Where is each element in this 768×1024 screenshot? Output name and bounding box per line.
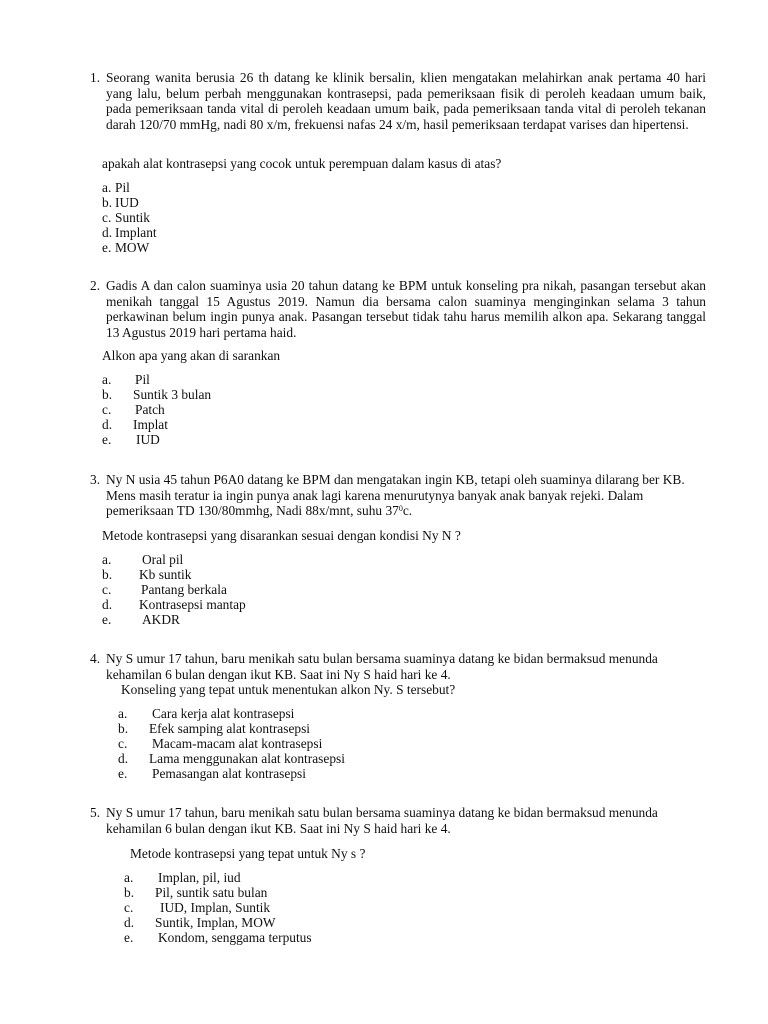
option-text: Lama menggunakan alat kontrasepsi (149, 751, 345, 766)
option-letter: a. (102, 372, 112, 387)
option-letter: b. (124, 885, 135, 900)
question-5-number: 5. (90, 805, 101, 820)
question-4-stem (90, 651, 690, 682)
degree-superscript: 0 (398, 504, 403, 514)
question-2-text: Gadis A dan calon suaminya usia 20 tahun datang ke BPM untuk konseling pra nikah, pasangan tersebut akan menikah tanggal 15 Agustus 2019. Namun dia bersama calon suaminya menginginkan selama 3 tahun perkawinan belum ingin punya anak. Pasangan tersebut tidak tahu harus memilih alkon apa. Sekarang tanggal 13 Agustus 2019 hari pertama haid. (106, 278, 706, 340)
option-text: Suntik 3 bulan (133, 387, 212, 402)
option-letter: d. (102, 225, 113, 240)
question-4-number: 4. (90, 651, 101, 666)
option-letter: b. (102, 195, 113, 210)
option-text: IUD, Implan, Suntik (160, 900, 271, 915)
question-2 (90, 278, 706, 447)
question-1-prompt: apakah alat kontrasepsi yang cocok untuk perempuan dalam kasus di atas? (102, 156, 502, 171)
option-letter: e. (102, 612, 112, 627)
option-text: Pantang berkala (141, 582, 227, 597)
question-2-prompt: Alkon apa yang akan di sarankan (102, 348, 281, 363)
option-text: Oral pil (142, 552, 184, 567)
option-letter: a. (118, 706, 128, 721)
option-text: Implan, pil, iud (158, 870, 241, 885)
option-letter: c. (124, 900, 134, 915)
question-4-text: Ny S umur 17 tahun, baru menikah satu bulan bersama suaminya datang ke bidan bermaksud menunda kehamilan 6 bulan dengan ikut KB. Saat ini Ny S haid hari ke 4. (106, 651, 658, 682)
question-3-stem (90, 472, 690, 519)
option-letter: c. (102, 210, 112, 225)
option-text: Pil, suntik satu bulan (155, 885, 268, 900)
option-text: Kontrasepsi mantap (139, 597, 246, 612)
question-4-prompt: Konseling yang tepat untuk menentukan alkon Ny. S tersebut? (121, 682, 456, 697)
option-letter: b. (118, 721, 129, 736)
option-text: Macam-macam alat kontrasepsi (152, 736, 323, 751)
option-text: Implant (115, 225, 157, 240)
question-5 (90, 805, 690, 945)
option-text: Kb suntik (139, 567, 192, 582)
option-letter: d. (102, 597, 113, 612)
question-3-number: 3. (90, 472, 101, 487)
question-1 (90, 70, 706, 255)
option-letter: a. (102, 180, 112, 195)
option-text: Implat (133, 417, 168, 432)
option-text: Suntik, Implan, MOW (155, 915, 276, 930)
option-letter: c. (102, 582, 112, 597)
option-text: Patch (135, 402, 165, 417)
option-letter: d. (118, 751, 129, 766)
option-letter: e. (102, 432, 112, 447)
question-5-prompt: Metode kontrasepsi yang tepat untuk Ny s ? (130, 846, 366, 861)
option-letter: c. (102, 402, 112, 417)
option-text: Kondom, senggama terputus (158, 930, 312, 945)
option-text: IUD (115, 195, 139, 210)
option-letter: e. (118, 766, 128, 781)
option-letter: e. (124, 930, 134, 945)
option-text: Suntik (115, 210, 150, 225)
option-letter: b. (102, 387, 113, 402)
option-text: AKDR (142, 612, 180, 627)
question-3-text-tail: c. (402, 503, 413, 519)
option-text: MOW (115, 240, 150, 255)
option-letter: d. (124, 915, 135, 930)
question-1-number: 1. (90, 70, 101, 85)
option-text: Pemasangan alat kontrasepsi (152, 766, 306, 781)
question-3 (90, 472, 690, 627)
option-text: Cara kerja alat kontrasepsi (152, 706, 295, 721)
option-letter: a. (124, 870, 134, 885)
option-letter: b. (102, 567, 113, 582)
question-5-stem (90, 805, 690, 836)
question-1-stem (90, 70, 706, 132)
option-letter: e. (102, 240, 112, 255)
question-2-stem (90, 278, 706, 340)
question-1-text: Seorang wanita berusia 26 th datang ke klinik bersalin, klien mengatakan melahirkan anak pertama 40 hari yang lalu, belum perbah menggunakan kontrasepsi, pada pemeriksaan fisik di peroleh keadaan umum baik, pada pemeriksaan tanda vital di peroleh keadaan umum baik, pada pemeriksaan tanda vital di peroleh tekanan darah 120/70 mmHg, nadi 80 x/m, frekuensi nafas 24 x/m, hasil pemeriksaan terdapat varises dan hipertensi. (106, 70, 706, 132)
question-5-text: Ny S umur 17 tahun, baru menikah satu bulan bersama suaminya datang ke bidan bermaksud menunda kehamilan 6 bulan dengan ikut KB. Saat ini Ny S haid hari ke 4. (106, 805, 658, 836)
question-3-prompt: Metode kontrasepsi yang disarankan sesuai dengan kondisi Ny N ? (102, 528, 461, 543)
question-4 (90, 651, 690, 781)
option-text: Pil (135, 372, 150, 387)
option-text: Efek samping alat kontrasepsi (149, 721, 311, 736)
question-2-number: 2. (90, 278, 101, 293)
option-text: Pil (115, 180, 130, 195)
option-letter: a. (102, 552, 112, 567)
option-letter: d. (102, 417, 113, 432)
option-letter: c. (118, 736, 128, 751)
option-text: IUD (136, 432, 160, 447)
question-3-text: Ny N usia 45 tahun P6A0 datang ke BPM dan mengatakan ingin KB, tetapi oleh suaminya dilarang ber KB. Mens masih teratur ia ingin punya anak lagi karena menurutynya banyak anak banyak rejeki. Dalam pemeriksaan TD 130/80mmhg, Nadi 88x/mnt, suhu 37 (106, 472, 685, 519)
